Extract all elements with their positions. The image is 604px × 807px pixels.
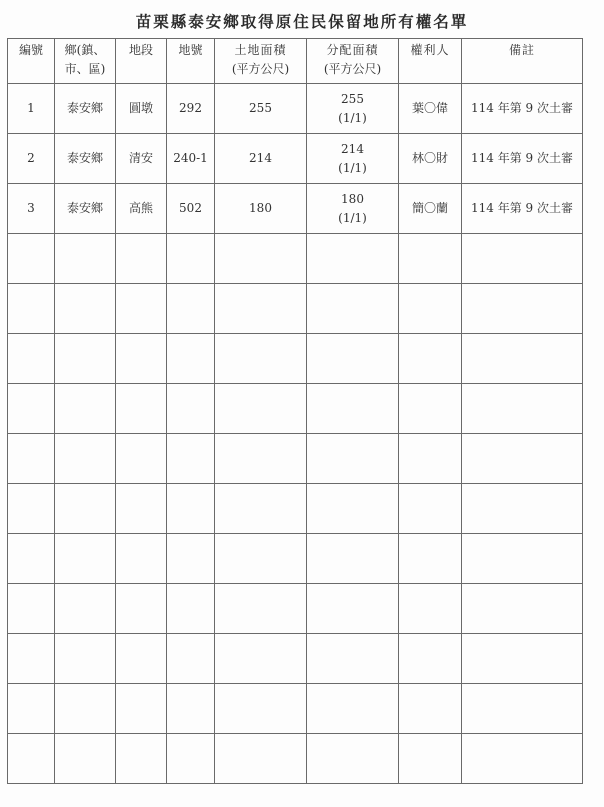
cell-section: 高熊 <box>116 184 167 234</box>
empty-cell <box>167 734 215 784</box>
empty-row <box>8 684 583 734</box>
header-no: 編號 <box>8 39 55 84</box>
empty-cell <box>399 384 462 434</box>
cell-land-area: 255 <box>215 84 307 134</box>
empty-cell <box>167 334 215 384</box>
table-row <box>8 134 583 184</box>
empty-cell <box>399 684 462 734</box>
cell-township: 泰安鄉 <box>55 84 116 134</box>
empty-cell <box>399 284 462 334</box>
empty-cell <box>462 584 583 634</box>
empty-cell <box>462 684 583 734</box>
empty-cell <box>399 484 462 534</box>
empty-cell <box>167 384 215 434</box>
empty-cell <box>167 234 215 284</box>
empty-cell <box>116 334 167 384</box>
cell-remark: 114 年第 9 次土審 <box>462 134 583 184</box>
empty-cell <box>215 584 307 634</box>
cell-allocated-area: 255 (1/1) <box>307 84 399 134</box>
empty-cell <box>462 284 583 334</box>
cell-township: 泰安鄉 <box>55 134 116 184</box>
empty-cell <box>55 234 116 284</box>
empty-cell <box>116 434 167 484</box>
empty-cell <box>399 534 462 584</box>
cell-section: 清安 <box>116 134 167 184</box>
empty-cell <box>116 534 167 584</box>
cell-lot: 240-1 <box>167 134 215 184</box>
cell-holder: 簡〇蘭 <box>399 184 462 234</box>
empty-cell <box>167 284 215 334</box>
empty-cell <box>55 684 116 734</box>
cell-no: 3 <box>8 184 55 234</box>
empty-cell <box>307 584 399 634</box>
empty-cell <box>215 384 307 434</box>
header-row <box>8 39 583 84</box>
empty-cell <box>399 634 462 684</box>
empty-cell <box>8 634 55 684</box>
empty-cell <box>215 484 307 534</box>
header-allocated-area: 分配面積 (平方公尺) <box>307 39 399 84</box>
empty-cell <box>462 534 583 584</box>
table-row <box>8 184 583 234</box>
empty-cell <box>8 284 55 334</box>
empty-cell <box>307 734 399 784</box>
cell-allocated-area: 214 (1/1) <box>307 134 399 184</box>
empty-cell <box>462 384 583 434</box>
empty-rows <box>8 234 583 784</box>
empty-cell <box>8 734 55 784</box>
cell-land-area: 180 <box>215 184 307 234</box>
empty-cell <box>116 484 167 534</box>
empty-row <box>8 234 583 284</box>
empty-cell <box>116 684 167 734</box>
empty-cell <box>167 484 215 534</box>
empty-cell <box>307 534 399 584</box>
cell-lot: 292 <box>167 84 215 134</box>
empty-cell <box>399 434 462 484</box>
empty-cell <box>307 334 399 384</box>
empty-row <box>8 484 583 534</box>
cell-township: 泰安鄉 <box>55 184 116 234</box>
empty-row <box>8 584 583 634</box>
cell-section: 圓墩 <box>116 84 167 134</box>
empty-cell <box>462 234 583 284</box>
empty-cell <box>8 234 55 284</box>
empty-cell <box>215 284 307 334</box>
empty-cell <box>307 234 399 284</box>
header-section: 地段 <box>116 39 167 84</box>
empty-cell <box>8 434 55 484</box>
empty-cell <box>307 284 399 334</box>
empty-cell <box>8 584 55 634</box>
cell-no: 1 <box>8 84 55 134</box>
header-remark: 備註 <box>462 39 583 84</box>
empty-cell <box>307 384 399 434</box>
empty-cell <box>116 734 167 784</box>
empty-cell <box>116 634 167 684</box>
empty-cell <box>8 384 55 434</box>
empty-cell <box>55 734 116 784</box>
empty-cell <box>8 684 55 734</box>
empty-row <box>8 434 583 484</box>
empty-cell <box>307 484 399 534</box>
cell-holder: 林〇財 <box>399 134 462 184</box>
header-township: 鄉(鎮、 市、區) <box>55 39 116 84</box>
empty-cell <box>167 584 215 634</box>
empty-cell <box>215 334 307 384</box>
empty-cell <box>116 284 167 334</box>
empty-cell <box>307 634 399 684</box>
empty-cell <box>215 434 307 484</box>
cell-holder: 葉〇偉 <box>399 84 462 134</box>
document-title: 苗栗縣泰安鄉取得原住民保留地所有權名單 <box>135 12 469 31</box>
empty-cell <box>215 684 307 734</box>
cell-no: 2 <box>8 134 55 184</box>
empty-cell <box>55 434 116 484</box>
empty-cell <box>462 634 583 684</box>
empty-cell <box>8 534 55 584</box>
empty-cell <box>215 634 307 684</box>
empty-cell <box>167 434 215 484</box>
ownership-table <box>7 38 583 784</box>
empty-row <box>8 284 583 334</box>
empty-cell <box>215 234 307 284</box>
empty-cell <box>462 434 583 484</box>
empty-cell <box>215 734 307 784</box>
empty-cell <box>55 634 116 684</box>
cell-allocated-area: 180 (1/1) <box>307 184 399 234</box>
empty-cell <box>307 434 399 484</box>
empty-cell <box>116 384 167 434</box>
empty-cell <box>55 384 116 434</box>
header-land-area: 土地面積 (平方公尺) <box>215 39 307 84</box>
empty-cell <box>167 684 215 734</box>
empty-cell <box>399 334 462 384</box>
empty-cell <box>116 234 167 284</box>
empty-cell <box>55 284 116 334</box>
empty-cell <box>399 584 462 634</box>
header-lot: 地號 <box>167 39 215 84</box>
empty-cell <box>55 484 116 534</box>
table-row <box>8 84 583 134</box>
empty-cell <box>462 484 583 534</box>
empty-row <box>8 734 583 784</box>
empty-cell <box>215 534 307 584</box>
empty-row <box>8 534 583 584</box>
empty-cell <box>167 634 215 684</box>
empty-cell <box>55 334 116 384</box>
cell-remark: 114 年第 9 次土審 <box>462 184 583 234</box>
empty-row <box>8 634 583 684</box>
empty-cell <box>55 584 116 634</box>
empty-cell <box>462 334 583 384</box>
empty-row <box>8 384 583 434</box>
empty-cell <box>399 734 462 784</box>
empty-cell <box>399 234 462 284</box>
empty-cell <box>307 684 399 734</box>
empty-row <box>8 334 583 384</box>
header-holder: 權利人 <box>399 39 462 84</box>
cell-lot: 502 <box>167 184 215 234</box>
empty-cell <box>116 584 167 634</box>
cell-land-area: 214 <box>215 134 307 184</box>
empty-cell <box>8 334 55 384</box>
cell-remark: 114 年第 9 次土審 <box>462 84 583 134</box>
empty-cell <box>167 534 215 584</box>
empty-cell <box>462 734 583 784</box>
empty-cell <box>8 484 55 534</box>
empty-cell <box>55 534 116 584</box>
